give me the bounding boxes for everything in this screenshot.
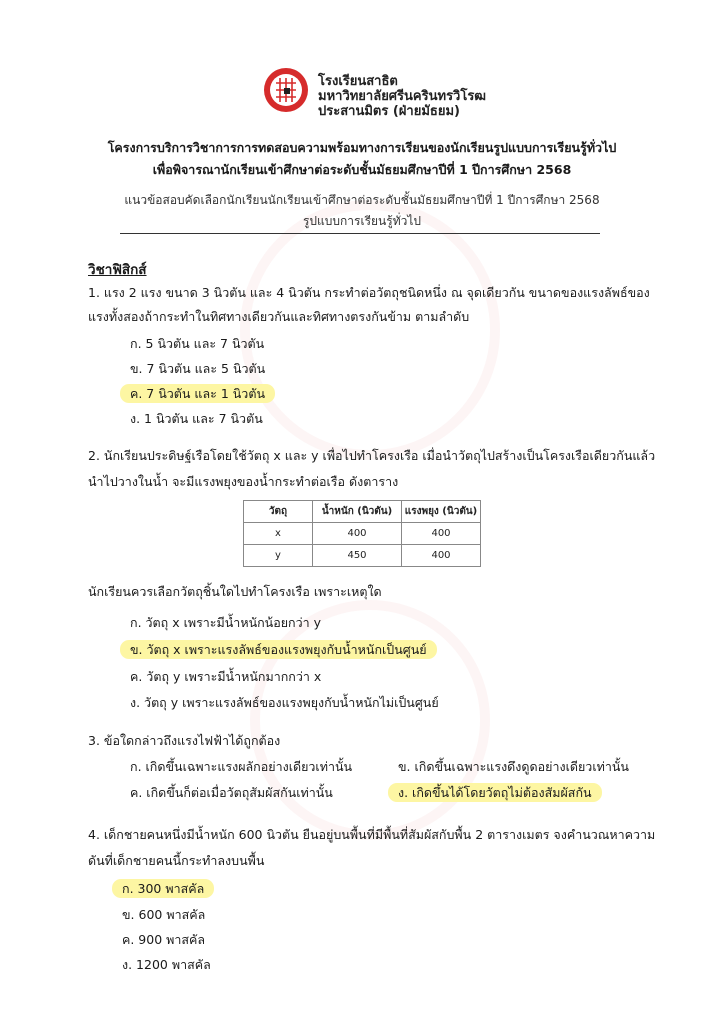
answer-highlight: ก. 300 พาสคัล xyxy=(112,879,214,898)
q2-option-a: ก. วัตถุ x เพราะมีน้ำหนักน้อยกว่า y xyxy=(130,615,322,630)
title-line1: โครงการบริการวิชาการการทดสอบความพร้อมทางการเรียนของนักเรียนรูปแบบการเรียนรู้ทั่วไป xyxy=(107,140,617,155)
table-row xyxy=(244,523,481,545)
question-2-line1: 2. นักเรียนประดิษฐ์เรือโดยใช้วัตถุ x และ y เพื่อไปทำโครงเรือ เมื่อนำวัตถุไปสร้างเป็นโครงเรือเดียวกันแล้ว xyxy=(88,448,656,463)
table-header-row xyxy=(244,501,481,523)
title-line2: เพื่อพิจารณานักเรียนเข้าศึกษาต่อระดับชั้นมัธยมศึกษาปีที่ 1 ปีการศึกษา 2568 xyxy=(152,162,572,177)
question-4-line1: 4. เด็กชายคนหนึ่งมีน้ำหนัก 600 นิวตัน ยืนอยู่บนพื้นที่มีพื้นที่สัมผัสกับพื้น 2 ตารางเมตร จงคำนวณหาความ xyxy=(88,827,656,842)
table-cell: 400 xyxy=(402,545,481,567)
header-divider xyxy=(120,233,600,234)
question-2-prompt: นักเรียนควรเลือกวัตถุชิ้นใดไปทำโครงเรือ เพราะเหตุใด xyxy=(88,584,382,599)
table-header-cell: วัตถุ xyxy=(244,501,313,523)
question-4-line2: ดันที่เด็กชายคนนี้กระทำลงบนพื้น xyxy=(88,853,265,868)
answer-highlight: ข. วัตถุ x เพราะแรงลัพธ์ของแรงพยุงกับน้ำหนักเป็นศูนย์ xyxy=(120,640,437,659)
q4-option-b: ข. 600 พาสคัล xyxy=(122,907,206,922)
school-logo-icon xyxy=(262,66,310,114)
subtitle-line1: แนวข้อสอบคัดเลือกนักเรียนนักเรียนเข้าศึกษาต่อระดับชั้นมัธยมศึกษาปีที่ 1 ปีการศึกษา 2568 xyxy=(124,193,600,207)
table-cell: 450 xyxy=(313,545,402,567)
q3-option-c: ค. เกิดขึ้นก็ต่อเมื่อวัตถุสัมผัสกันเท่านั้น xyxy=(130,785,333,800)
table-cell: 400 xyxy=(313,523,402,545)
q2-option-d: ง. วัตถุ y เพราะแรงลัพธ์ของแรงพยุงกับน้ำหนักไม่เป็นศูนย์ xyxy=(130,695,439,710)
watermark-circle xyxy=(240,200,500,460)
q3-option-d-answer xyxy=(398,783,602,803)
question-2-line2: นำไปวางในน้ำ จะมีแรงพยุงของน้ำกระทำต่อเรือ ดังตาราง xyxy=(88,474,399,489)
q3-option-a: ก. เกิดขึ้นเฉพาะแรงผลักอย่างเดียวเท่านั้น xyxy=(130,759,353,774)
q3-option-b: ข. เกิดขึ้นเฉพาะแรงดึงดูดอย่างเดียวเท่านั้น xyxy=(398,759,629,774)
subtitle-line2: รูปแบบการเรียนรู้ทั่วไป xyxy=(302,214,421,228)
section-title: วิชาฟิสิกส์ xyxy=(88,262,147,278)
q4-option-c: ค. 900 พาสคัล xyxy=(122,932,206,947)
q4-option-d: ง. 1200 พาสคัล xyxy=(122,957,211,972)
table-header-cell: น้ำหนัก (นิวตัน) xyxy=(313,501,402,523)
school-name-line1: โรงเรียนสาธิต xyxy=(318,74,398,89)
table-cell: y xyxy=(244,545,313,567)
question-1-line1: 1. แรง 2 แรง ขนาด 3 นิวตัน และ 4 นิวตัน กระทำต่อวัตถุชนิดหนึ่ง ณ จุดเดียวกัน ขนาดของแรงลัพธ์ของ xyxy=(88,285,650,300)
table-row xyxy=(244,545,481,567)
q4-option-a-answer xyxy=(122,879,214,899)
q1-option-b: ข. 7 นิวตัน และ 5 นิวตัน xyxy=(130,361,266,376)
school-name-line3: ประสานมิตร (ฝ่ายมัธยม) xyxy=(318,104,460,119)
question-3: 3. ข้อใดกล่าวถึงแรงไฟฟ้าได้ถูกต้อง xyxy=(88,733,281,748)
q1-option-a: ก. 5 นิวตัน และ 7 นิวตัน xyxy=(130,336,265,351)
question-1-line2: แรงทั้งสองถ้ากระทำในทิศทางเดียวกันและทิศทางตรงกันข้าม ตามลำดับ xyxy=(88,309,470,324)
force-table xyxy=(243,500,481,567)
q2-option-c: ค. วัตถุ y เพราะมีน้ำหนักมากกว่า x xyxy=(130,669,322,684)
table-cell: 400 xyxy=(402,523,481,545)
school-name-line2: มหาวิทยาลัยศรีนครินทรวิโรฒ xyxy=(318,89,487,104)
q1-option-d: ง. 1 นิวตัน และ 7 นิวตัน xyxy=(130,411,263,426)
answer-highlight: ค. 7 นิวตัน และ 1 นิวตัน xyxy=(120,384,275,403)
answer-highlight: ง. เกิดขึ้นได้โดยวัตถุไม่ต้องสัมผัสกัน xyxy=(388,783,602,802)
watermark-circle-lower xyxy=(250,600,490,840)
q2-option-b-answer xyxy=(130,640,437,660)
table-cell: x xyxy=(244,523,313,545)
q1-option-c-answer xyxy=(130,384,275,404)
table-header-cell: แรงพยุง (นิวตัน) xyxy=(402,501,481,523)
